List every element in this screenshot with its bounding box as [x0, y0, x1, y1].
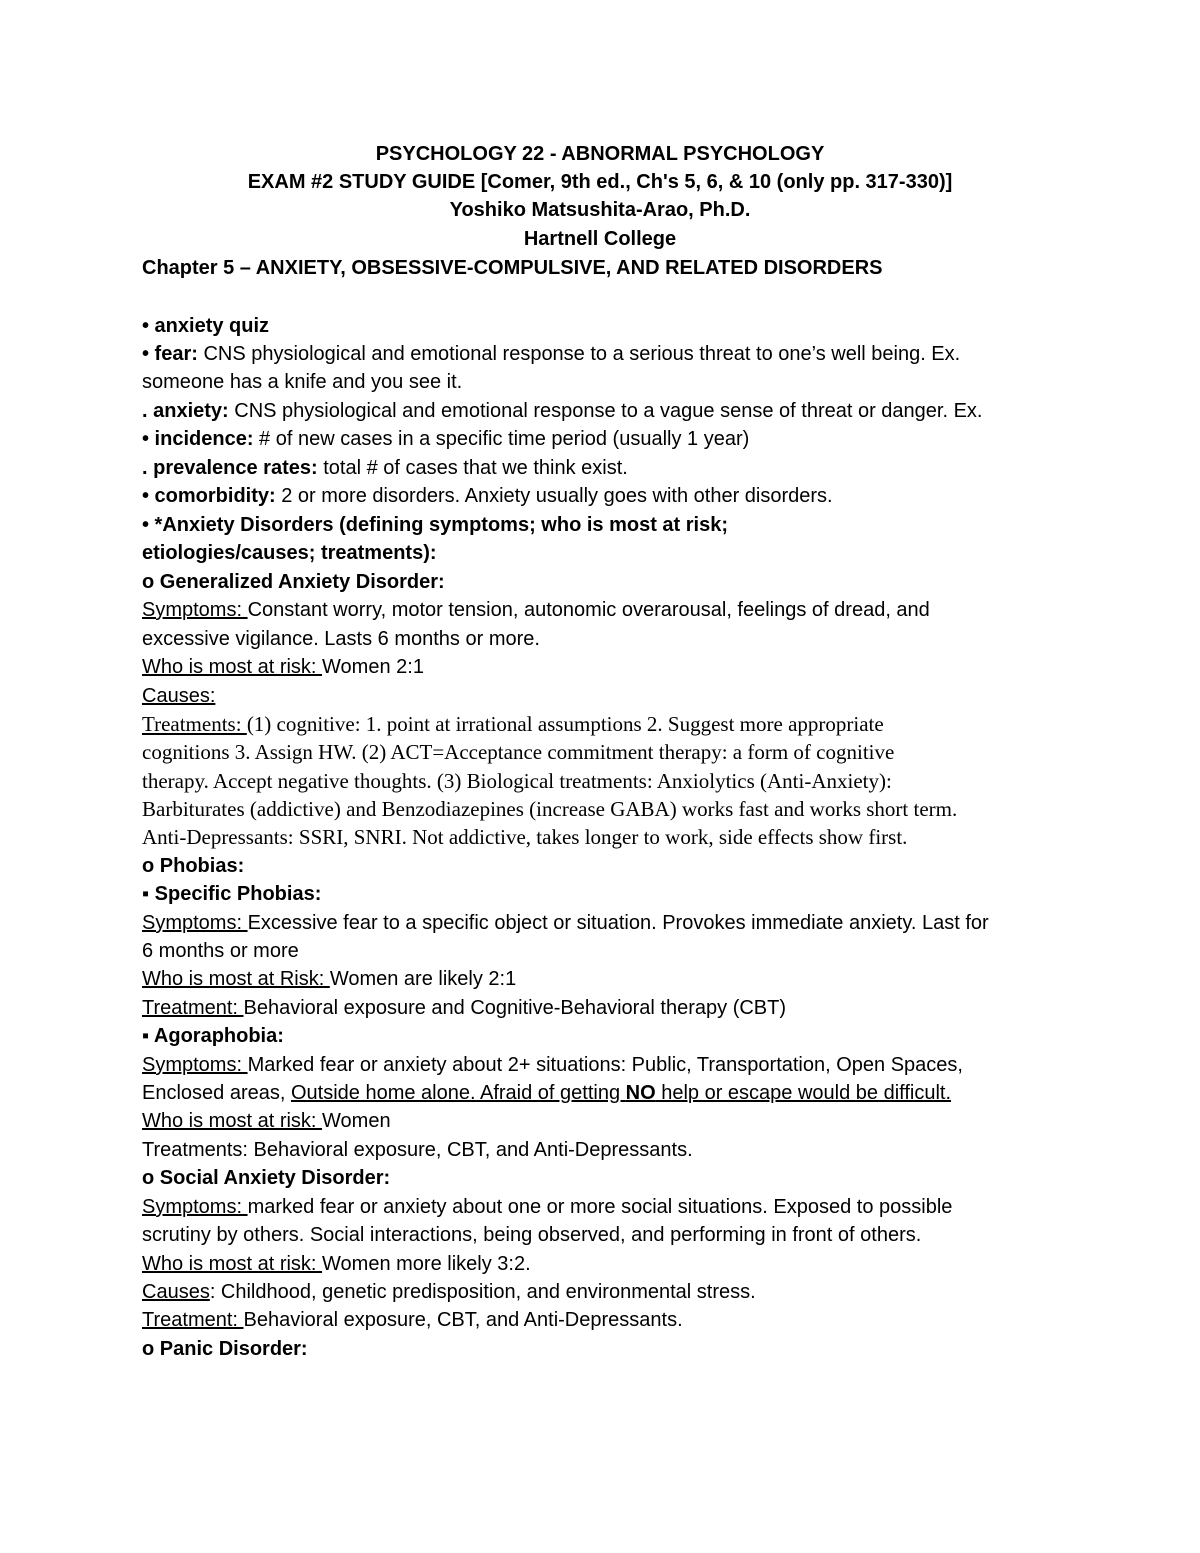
social-anxiety-symptoms-cont: scrutiny by others. Social interactions, being observed, and performing in front of others.: [142, 1224, 922, 1246]
instructor-name: Yoshiko Matsushita-Arao, Ph.D.: [449, 199, 751, 221]
chapter-heading: Chapter 5 – ANXIETY, OBSESSIVE-COMPULSIVE, AND RELATED DISORDERS: [142, 257, 883, 279]
agoraphobia-risk-text: Women: [322, 1110, 391, 1132]
specific-phobias-heading: ▪ Specific Phobias:: [142, 883, 322, 905]
prevalence-definition: [142, 454, 628, 482]
specific-phobias-symptoms: [142, 909, 989, 937]
comorbidity-definition: [142, 482, 833, 510]
anxiety-text: CNS physiological and emotional response to a vague sense of threat or danger. Ex.: [228, 400, 983, 422]
agoraphobia-risk-label: Who is most at risk:: [142, 1110, 323, 1132]
agoraphobia-symptoms: [142, 1051, 963, 1079]
gad-risk: [142, 653, 424, 681]
gad-treatments: [142, 710, 884, 738]
social-anxiety-heading: o Social Anxiety Disorder:: [142, 1167, 391, 1189]
comorbidity-text: 2 or more disorders. Anxiety usually goes with other disorders.: [275, 485, 833, 507]
social-anxiety-treatment-label: Treatment:: [142, 1309, 244, 1331]
social-anxiety-symptoms: [142, 1193, 952, 1221]
social-anxiety-symptoms-text: marked fear or anxiety about one or more social situations. Exposed to possible: [247, 1196, 953, 1218]
prevalence-text: total # of cases that we think exist.: [317, 457, 628, 479]
incidence-text: # of new cases in a specific time period (usually 1 year): [253, 428, 750, 450]
course-title: PSYCHOLOGY 22 - ABNORMAL PSYCHOLOGY: [375, 143, 825, 165]
gad-symptoms-label: Symptoms:: [142, 599, 248, 621]
agoraphobia-risk: [142, 1107, 391, 1135]
specific-phobias-risk: [142, 965, 516, 993]
social-anxiety-risk: [142, 1250, 531, 1278]
panic-disorder-heading: o Panic Disorder:: [142, 1338, 308, 1360]
gad-symptoms-cont: excessive vigilance. Lasts 6 months or more.: [142, 628, 540, 650]
fear-term: • fear:: [142, 343, 198, 365]
fear-definition: [142, 340, 960, 368]
specific-phobias-treatment: [142, 994, 786, 1022]
agoraphobia-symptoms-underlined-end: help or escape would be difficult.: [655, 1082, 952, 1104]
fear-definition-cont: someone has a knife and you see it.: [142, 371, 463, 393]
gad-treatments-line-5: Anti-Depressants: SSRI, SNRI. Not addictive, takes longer to work, side effects show first.: [142, 825, 908, 849]
social-anxiety-causes-text: : Childhood, genetic predisposition, and environmental stress.: [209, 1281, 756, 1303]
anxiety-disorders-heading: • *Anxiety Disorders (defining symptoms; who is most at risk;: [142, 514, 729, 536]
social-anxiety-risk-label: Who is most at risk:: [142, 1253, 323, 1275]
specific-phobias-treatment-text: Behavioral exposure and Cognitive-Behavioral therapy (CBT): [243, 997, 787, 1019]
agoraphobia-symptoms-plain: Enclosed areas,: [142, 1082, 291, 1104]
social-anxiety-treatment-text: Behavioral exposure, CBT, and Anti-Depressants.: [243, 1309, 683, 1331]
specific-phobias-risk-label: Who is most at Risk:: [142, 968, 330, 990]
gad-risk-text: Women 2:1: [322, 656, 424, 678]
agoraphobia-symptoms-text: Marked fear or anxiety about 2+ situations: Public, Transportation, Open Spaces,: [247, 1054, 963, 1076]
social-anxiety-risk-text: Women more likely 3:2.: [322, 1253, 531, 1275]
college-name: Hartnell College: [523, 228, 677, 250]
fear-text: CNS physiological and emotional response to a serious threat to one’s well being. Ex.: [197, 343, 961, 365]
specific-phobias-risk-text: Women are likely 2:1: [329, 968, 517, 990]
specific-phobias-symptoms-text: Excessive fear to a specific object or situation. Provokes immediate anxiety. Last for: [247, 912, 989, 934]
anxiety-quiz-item: • anxiety quiz: [142, 315, 270, 337]
agoraphobia-heading: ▪ Agoraphobia:: [142, 1025, 284, 1047]
prevalence-term: . prevalence rates:: [142, 457, 318, 479]
social-anxiety-causes-label: Causes: [142, 1281, 210, 1303]
specific-phobias-symptoms-label: Symptoms:: [142, 912, 248, 934]
agoraphobia-symptoms-underlined: Outside home alone. Afraid of getting: [290, 1082, 626, 1104]
social-anxiety-symptoms-label: Symptoms:: [142, 1196, 248, 1218]
gad-heading: o Generalized Anxiety Disorder:: [142, 571, 445, 593]
gad-risk-label: Who is most at risk:: [142, 656, 323, 678]
agoraphobia-symptoms-label: Symptoms:: [142, 1054, 248, 1076]
agoraphobia-no-emphasis: NO: [625, 1082, 656, 1104]
exam-title: EXAM #2 STUDY GUIDE [Comer, 9th ed., Ch's 5, 6, & 10 (only pp. 317-330)]: [247, 171, 953, 193]
anxiety-definition: [142, 397, 983, 425]
specific-phobias-symptoms-cont: 6 months or more: [142, 940, 299, 962]
gad-treatments-line-4: Barbiturates (addictive) and Benzodiazepines (increase GABA) works fast and works short term.: [142, 797, 958, 821]
gad-symptoms: [142, 596, 930, 624]
anxiety-term: . anxiety:: [142, 400, 229, 422]
gad-treatments-label: Treatments:: [142, 712, 247, 736]
anxiety-disorders-heading-cont: etiologies/causes; treatments):: [142, 542, 437, 564]
specific-phobias-treatment-label: Treatment:: [142, 997, 244, 1019]
phobias-heading: o Phobias:: [142, 855, 245, 877]
gad-treatments-line-2: cognitions 3. Assign HW. (2) ACT=Acceptance commitment therapy: a form of cognitive: [142, 740, 895, 764]
social-anxiety-treatment: [142, 1306, 683, 1334]
incidence-term: • incidence:: [142, 428, 254, 450]
gad-symptoms-text: Constant worry, motor tension, autonomic overarousal, feelings of dread, and: [247, 599, 930, 621]
gad-causes-label: Causes:: [142, 685, 216, 707]
comorbidity-term: • comorbidity:: [142, 485, 276, 507]
social-anxiety-causes: [142, 1278, 756, 1306]
agoraphobia-treatments: Treatments: Behavioral exposure, CBT, and Anti-Depressants.: [142, 1139, 693, 1161]
agoraphobia-symptoms-cont: [142, 1079, 951, 1107]
incidence-definition: [142, 425, 749, 453]
gad-treatments-text: (1) cognitive: 1. point at irrational assumptions 2. Suggest more appropriate: [246, 712, 884, 736]
gad-treatments-line-3: therapy. Accept negative thoughts. (3) Biological treatments: Anxiolytics (Anti-Anxiety):: [142, 769, 892, 793]
